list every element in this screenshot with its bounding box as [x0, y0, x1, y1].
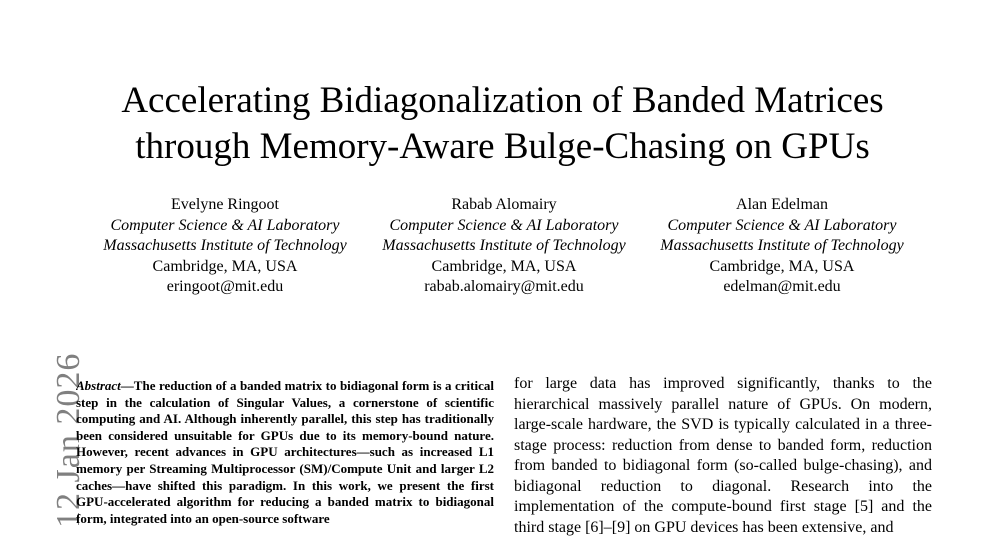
author-name: Evelyne Ringoot: [171, 196, 279, 213]
author-department: Computer Science & AI Laboratory: [110, 216, 340, 234]
title-line-2: through Memory-Aware Bulge-Chasing on GPUs: [135, 126, 870, 167]
introduction-column: [514, 374, 932, 536]
introduction-text: for large data has improved significantly, thanks to the hierarchical massively parallel nature of GPUs. On modern, large-scale hardware, the SVD is typically calculated in a three-stage process: reduction from dense to banded form, reduction from banded to bidiagonal form (so-called bulge-chasing), and bidiagonal reduction to diagonal. Research into the implementation of the compute-bound first stage [5] and the third stage [6]–[9] on GPU devices has been extensive, and: [514, 375, 932, 536]
author-email: rabab.alomairy@mit.edu: [424, 278, 584, 295]
author-name: Rabab Alomairy: [451, 196, 557, 213]
abstract: [76, 378, 494, 536]
author-institution: Massachusetts Institute of Technology: [382, 237, 626, 254]
author-block-ringoot: [75, 195, 375, 298]
author-location: Cambridge, MA, USA: [431, 257, 577, 275]
author-department: Computer Science & AI Laboratory: [667, 216, 897, 234]
abstract-dash: —: [120, 378, 134, 393]
title-line-1: Accelerating Bidiagonalization of Banded Matrices: [121, 80, 884, 121]
author-block-edelman: [632, 195, 932, 298]
paper-title: [0, 78, 1005, 170]
author-institution: Massachusetts Institute of Technology: [103, 237, 347, 254]
author-email: eringoot@mit.edu: [166, 278, 284, 295]
abstract-label: Abstract: [76, 378, 121, 393]
author-location: Cambridge, MA, USA: [709, 257, 855, 275]
author-email: edelman@mit.edu: [723, 278, 841, 295]
author-location: Cambridge, MA, USA: [152, 257, 298, 275]
abstract-text: The reduction of a banded matrix to bidiagonal form is a critical step in the calculation of Singular Values, a cornerstone of scientific computing and AI. Although inherently parallel, this step has traditionally been considered unsuitable for GPUs due to its memory-bound nature. However, recent advances in GPU architectures—such as increased L1 memory per Streaming Multiprocessor (SM)/Compute Unit and larger L2 caches—have shifted this paradigm. In this work, we present the first GPU-accelerated algorithm for reducing a banded matrix to bidiagonal form, integrated into an open-source software: [76, 378, 494, 526]
author-institution: Massachusetts Institute of Technology: [660, 237, 904, 254]
author-block-alomairy: [354, 195, 654, 298]
author-department: Computer Science & AI Laboratory: [389, 216, 619, 234]
author-name: Alan Edelman: [736, 196, 828, 213]
arxiv-date-stamp: 12 Jan 2026: [50, 352, 87, 528]
